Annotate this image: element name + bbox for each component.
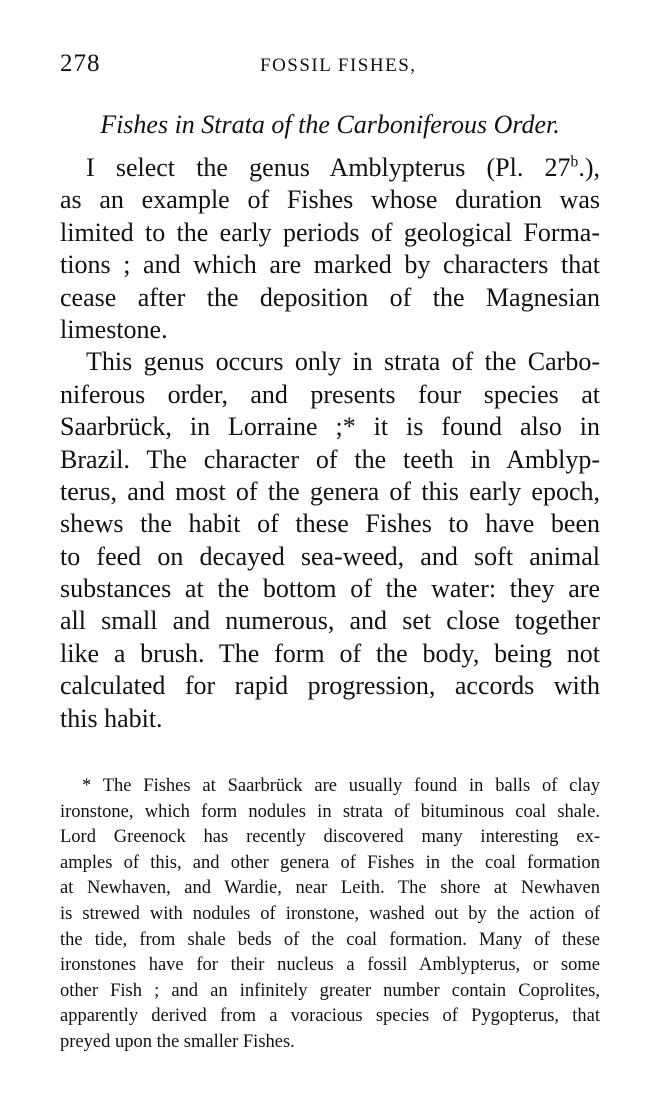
text-line: this habit.: [60, 703, 163, 733]
footnote-line: ironstones have for their nucleus a fossil Amblypterus, or some: [60, 955, 600, 976]
text-line: cease after the deposition of the Magnesian: [60, 282, 600, 312]
footnote-line: ironstone, which form nodules in strata of bituminous coal shale.: [60, 801, 600, 822]
section-title: Fishes in Strata of the Carboniferous Order.: [100, 110, 560, 139]
text-line: as an example of Fishes whose duration was: [60, 185, 600, 215]
footnote-line: * The Fishes at Saarbrück are usually found in balls of clay: [82, 776, 600, 796]
text-line: Saarbrück, in Lorraine ;* it is found also in: [60, 412, 600, 442]
text-line: shews the habit of these Fishes to have been: [60, 509, 600, 539]
footnote: [60, 774, 600, 1056]
running-title: FOSSIL FISHES,: [260, 55, 417, 76]
text-line: all small and numerous, and set close together: [60, 606, 600, 636]
paragraph-1: [60, 152, 600, 346]
footnote-line: apparently derived from a voracious species of Pygopterus, that: [60, 1006, 600, 1027]
footnote-line: preyed upon the smaller Fishes.: [60, 1031, 295, 1052]
text-line: terus, and most of the genera of this early epoch,: [60, 476, 600, 506]
footnote-line: other Fish ; and an infinitely greater number contain Coprolites,: [60, 980, 600, 1001]
body-text: [60, 152, 600, 735]
text-line: Brazil. The character of the teeth in Amblyp-: [60, 444, 600, 474]
text-line: like a brush. The form of the body, being not: [60, 638, 600, 668]
running-head: [60, 50, 600, 80]
text-line: calculated for rapid progression, accords with: [60, 671, 600, 701]
text-line: niferous order, and presents four species at: [60, 379, 600, 409]
text-line: I select the genus Amblypterus (Pl. 27$^b$.),: [86, 153, 600, 182]
text-line: limited to the early periods of geological Forma-: [60, 217, 600, 247]
text-line: This genus occurs only in strata of the Carbo-: [86, 347, 600, 377]
text-line: limestone.: [60, 314, 168, 344]
text-line: to feed on decayed sea-weed, and soft animal: [60, 541, 600, 571]
footnote-line: the tide, from shale beds of the coal formation. Many of these: [60, 929, 600, 950]
footnote-line: Lord Greenock has recently discovered many interesting ex-: [60, 827, 600, 848]
page-number: 278: [60, 50, 101, 77]
text-line: tions ; and which are marked by characters that: [60, 250, 600, 280]
footnote-line: at Newhaven, and Wardie, near Leith. The shore at Newhaven: [60, 878, 600, 899]
paragraph-2: [60, 346, 600, 735]
footnote-line: is strewed with nodules of ironstone, washed out by the action of: [60, 903, 600, 924]
text-line: substances at the bottom of the water: they are: [60, 574, 600, 604]
footnote-line: amples of this, and other genera of Fishes in the coal formation: [60, 852, 600, 873]
plate-superscript: b: [570, 153, 579, 171]
